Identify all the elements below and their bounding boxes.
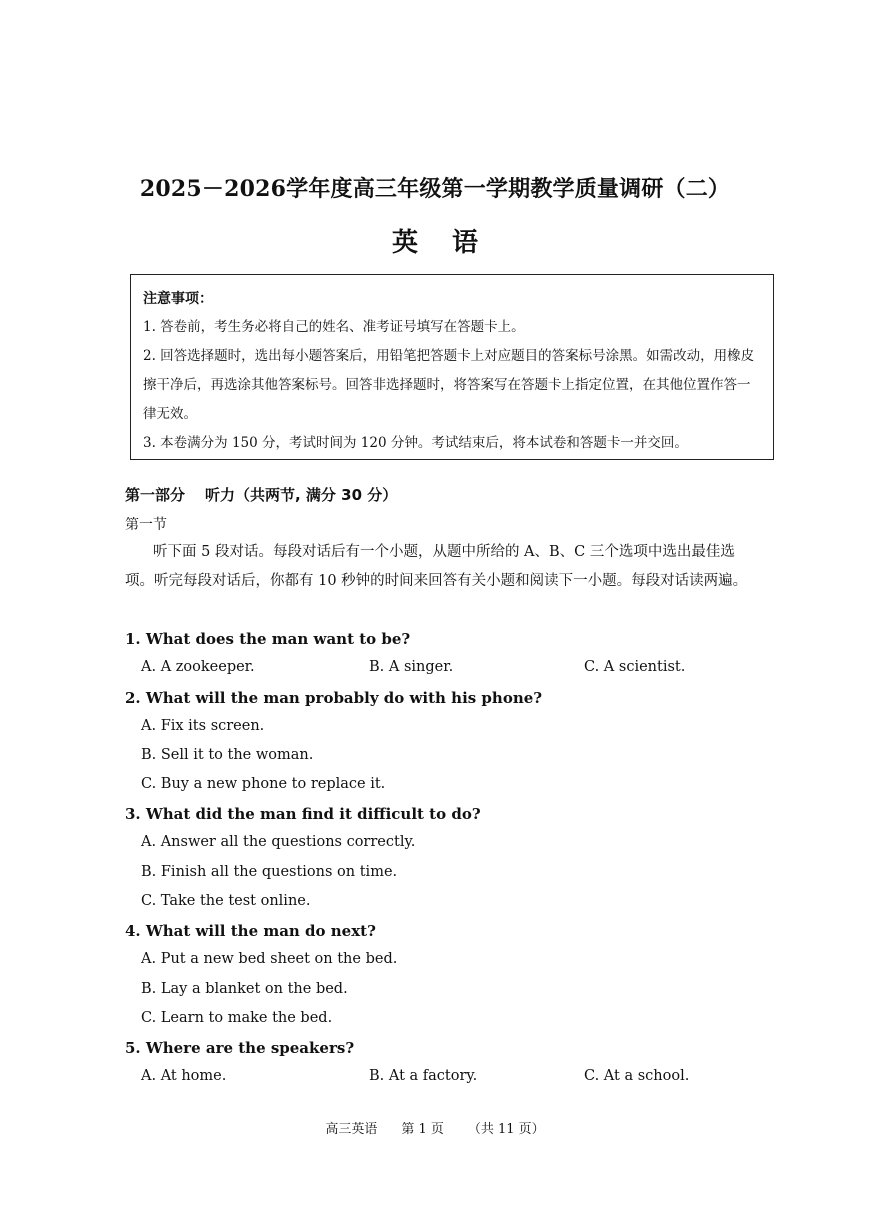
footer-page: 第 1 页 bbox=[401, 1122, 444, 1137]
notice-item-3: 3. 本卷满分为 150 分，考试时间为 120 分钟。考试结束后，将本试卷和答题卡一并交回。 bbox=[143, 435, 688, 451]
question-5: 5. Where are the speakers? bbox=[125, 1039, 355, 1057]
q4-option-a: A. Put a new bed sheet on the bed. bbox=[141, 951, 398, 967]
q5-option-b: B. At a factory. bbox=[369, 1068, 478, 1084]
exam-title: 2025－2026学年度高三年级第一学期教学质量调研（二） bbox=[139, 176, 731, 202]
q3-option-b: B. Finish all the questions on time. bbox=[141, 864, 398, 880]
section-heading: 第一节 bbox=[125, 517, 167, 533]
q2-option-b: B. Sell it to the woman. bbox=[141, 747, 314, 763]
q3-option-a: A. Answer all the questions correctly. bbox=[141, 834, 416, 850]
page-footer bbox=[0, 1118, 870, 1137]
subject-title: 英语 bbox=[391, 228, 512, 258]
question-2: 2. What will the man probably do with his phone? bbox=[125, 689, 543, 707]
q4-option-b: B. Lay a blanket on the bed. bbox=[141, 981, 348, 997]
notice-item-2: 2. 回答选择题时，选出每小题答案后，用铅笔把答题卡上对应题目的答案标号涂黑。如需改动，用橡皮擦干净后，再选涂其他答案标号。回答非选择题时，将答案写在答题卡上指定位置，在其他位置作答一律无效。 bbox=[143, 348, 755, 422]
q5-option-a: A. At home. bbox=[141, 1068, 227, 1084]
q5-option-c: C. At a school. bbox=[584, 1068, 690, 1084]
q4-option-c: C. Learn to make the bed. bbox=[141, 1010, 333, 1026]
q3-option-c: C. Take the test online. bbox=[141, 893, 311, 909]
q1-option-c: C. A scientist. bbox=[584, 659, 686, 675]
question-1: 1. What does the man want to be? bbox=[125, 630, 411, 648]
footer-subject: 高三英语 bbox=[325, 1122, 378, 1137]
q2-option-a: A. Fix its screen. bbox=[141, 718, 265, 734]
question-4: 4. What will the man do next? bbox=[125, 922, 376, 940]
footer-total: （共 11 页） bbox=[467, 1122, 545, 1137]
question-3: 3. What did the man find it difficult to do? bbox=[125, 805, 481, 823]
notice-heading: 注意事项： bbox=[143, 291, 213, 307]
part-name: 第一部分 bbox=[125, 486, 186, 504]
listening-instruction: 听下面 5 段对话。每段对话后有一个小题，从题中所给的 A、B、C 三个选项中选出最佳选项。听完每段对话后，你都有 10 秒钟的时间来回答有关小题和阅读下一小题。每段对话读两遍。 bbox=[125, 544, 748, 589]
part-heading bbox=[125, 484, 397, 505]
notice-box bbox=[130, 274, 774, 460]
q2-option-c: C. Buy a new phone to replace it. bbox=[141, 776, 386, 792]
q1-option-b: B. A singer. bbox=[369, 659, 454, 675]
q1-option-a: A. A zookeeper. bbox=[141, 659, 255, 675]
notice-item-1: 1. 答卷前，考生务必将自己的姓名、准考证号填写在答题卡上。 bbox=[143, 319, 525, 335]
part-title: 听力（共两节, 满分 30 分） bbox=[205, 486, 398, 504]
